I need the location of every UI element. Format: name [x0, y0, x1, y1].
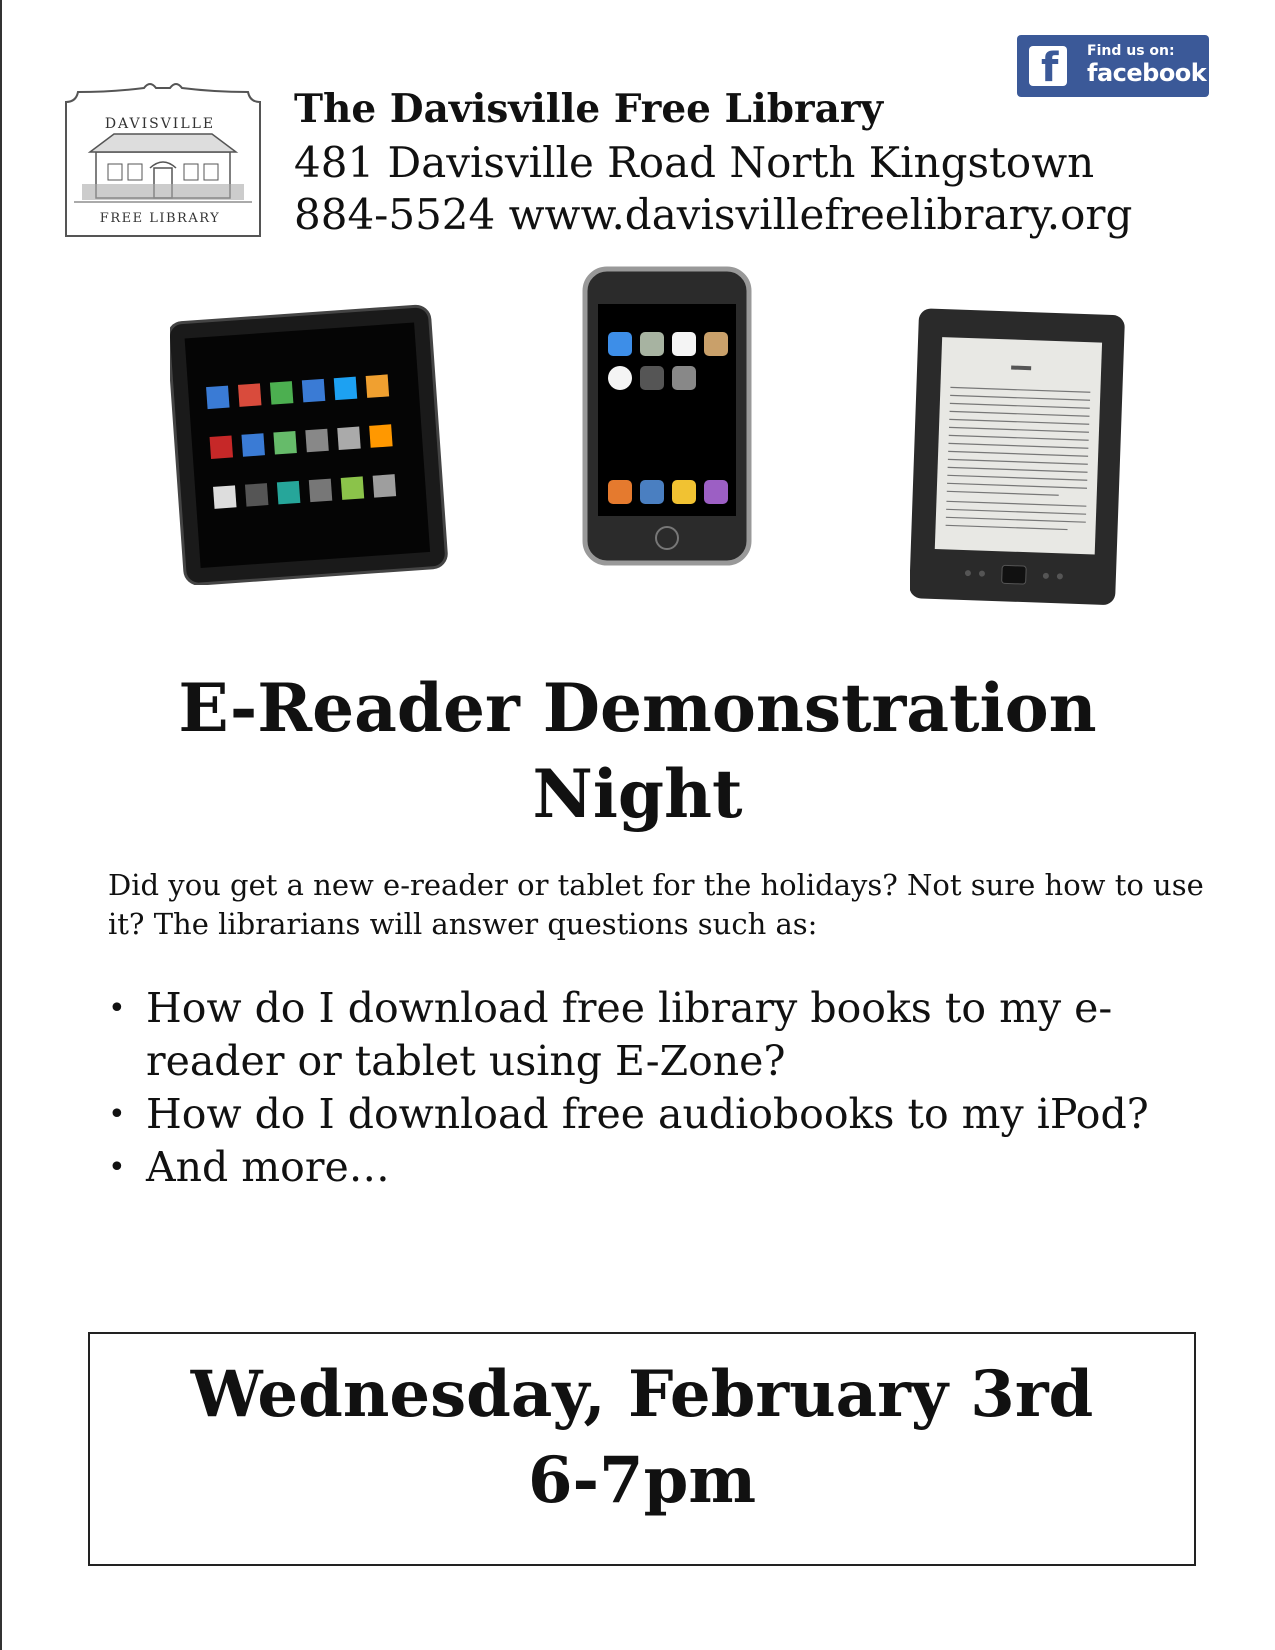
- list-item-text: And more…: [146, 1143, 390, 1191]
- logo-top-text: DAVISVILLE: [104, 116, 216, 132]
- facebook-badge[interactable]: [1017, 35, 1209, 97]
- list-item-text: How do I download free audiobooks to my iPod?: [146, 1090, 1149, 1138]
- question-list: [108, 982, 1168, 1194]
- bullet-icon: •: [108, 991, 126, 1026]
- bullet-icon: •: [108, 1097, 126, 1132]
- event-date-box: [88, 1332, 1196, 1566]
- library-name: The Davisville Free Library: [294, 86, 884, 132]
- list-item: [108, 1141, 1168, 1194]
- event-time: 6-7pm: [527, 1443, 757, 1518]
- library-phone-website: 884-5524 www.davisvillefreelibrary.org: [294, 190, 1133, 239]
- facebook-f-icon: f: [1029, 46, 1067, 86]
- list-item: [108, 982, 1168, 1088]
- tablet-image: [170, 300, 450, 585]
- list-item: [108, 1088, 1168, 1141]
- event-title-line1: E-Reader Demonstration: [178, 669, 1097, 747]
- facebook-find-text: Find us on:: [1087, 43, 1175, 59]
- facebook-brand-text: facebook: [1087, 59, 1207, 87]
- event-title-line2: Night: [532, 755, 743, 833]
- library-address: 481 Davisville Road North Kingstown: [294, 138, 1095, 187]
- ipod-image: [582, 266, 752, 566]
- logo-bottom-text: FREE LIBRARY: [99, 211, 221, 226]
- kindle-image: [910, 308, 1138, 608]
- event-intro: Did you get a new e-reader or tablet for the holidays? Not sure how to use it? The librarians will answer questions such as:: [108, 868, 1204, 941]
- event-date: Wednesday, February 3rd: [190, 1357, 1094, 1432]
- bullet-icon: •: [108, 1150, 126, 1185]
- list-item-text: How do I download free library books to my e-reader or tablet using E-Zone?: [146, 984, 1113, 1085]
